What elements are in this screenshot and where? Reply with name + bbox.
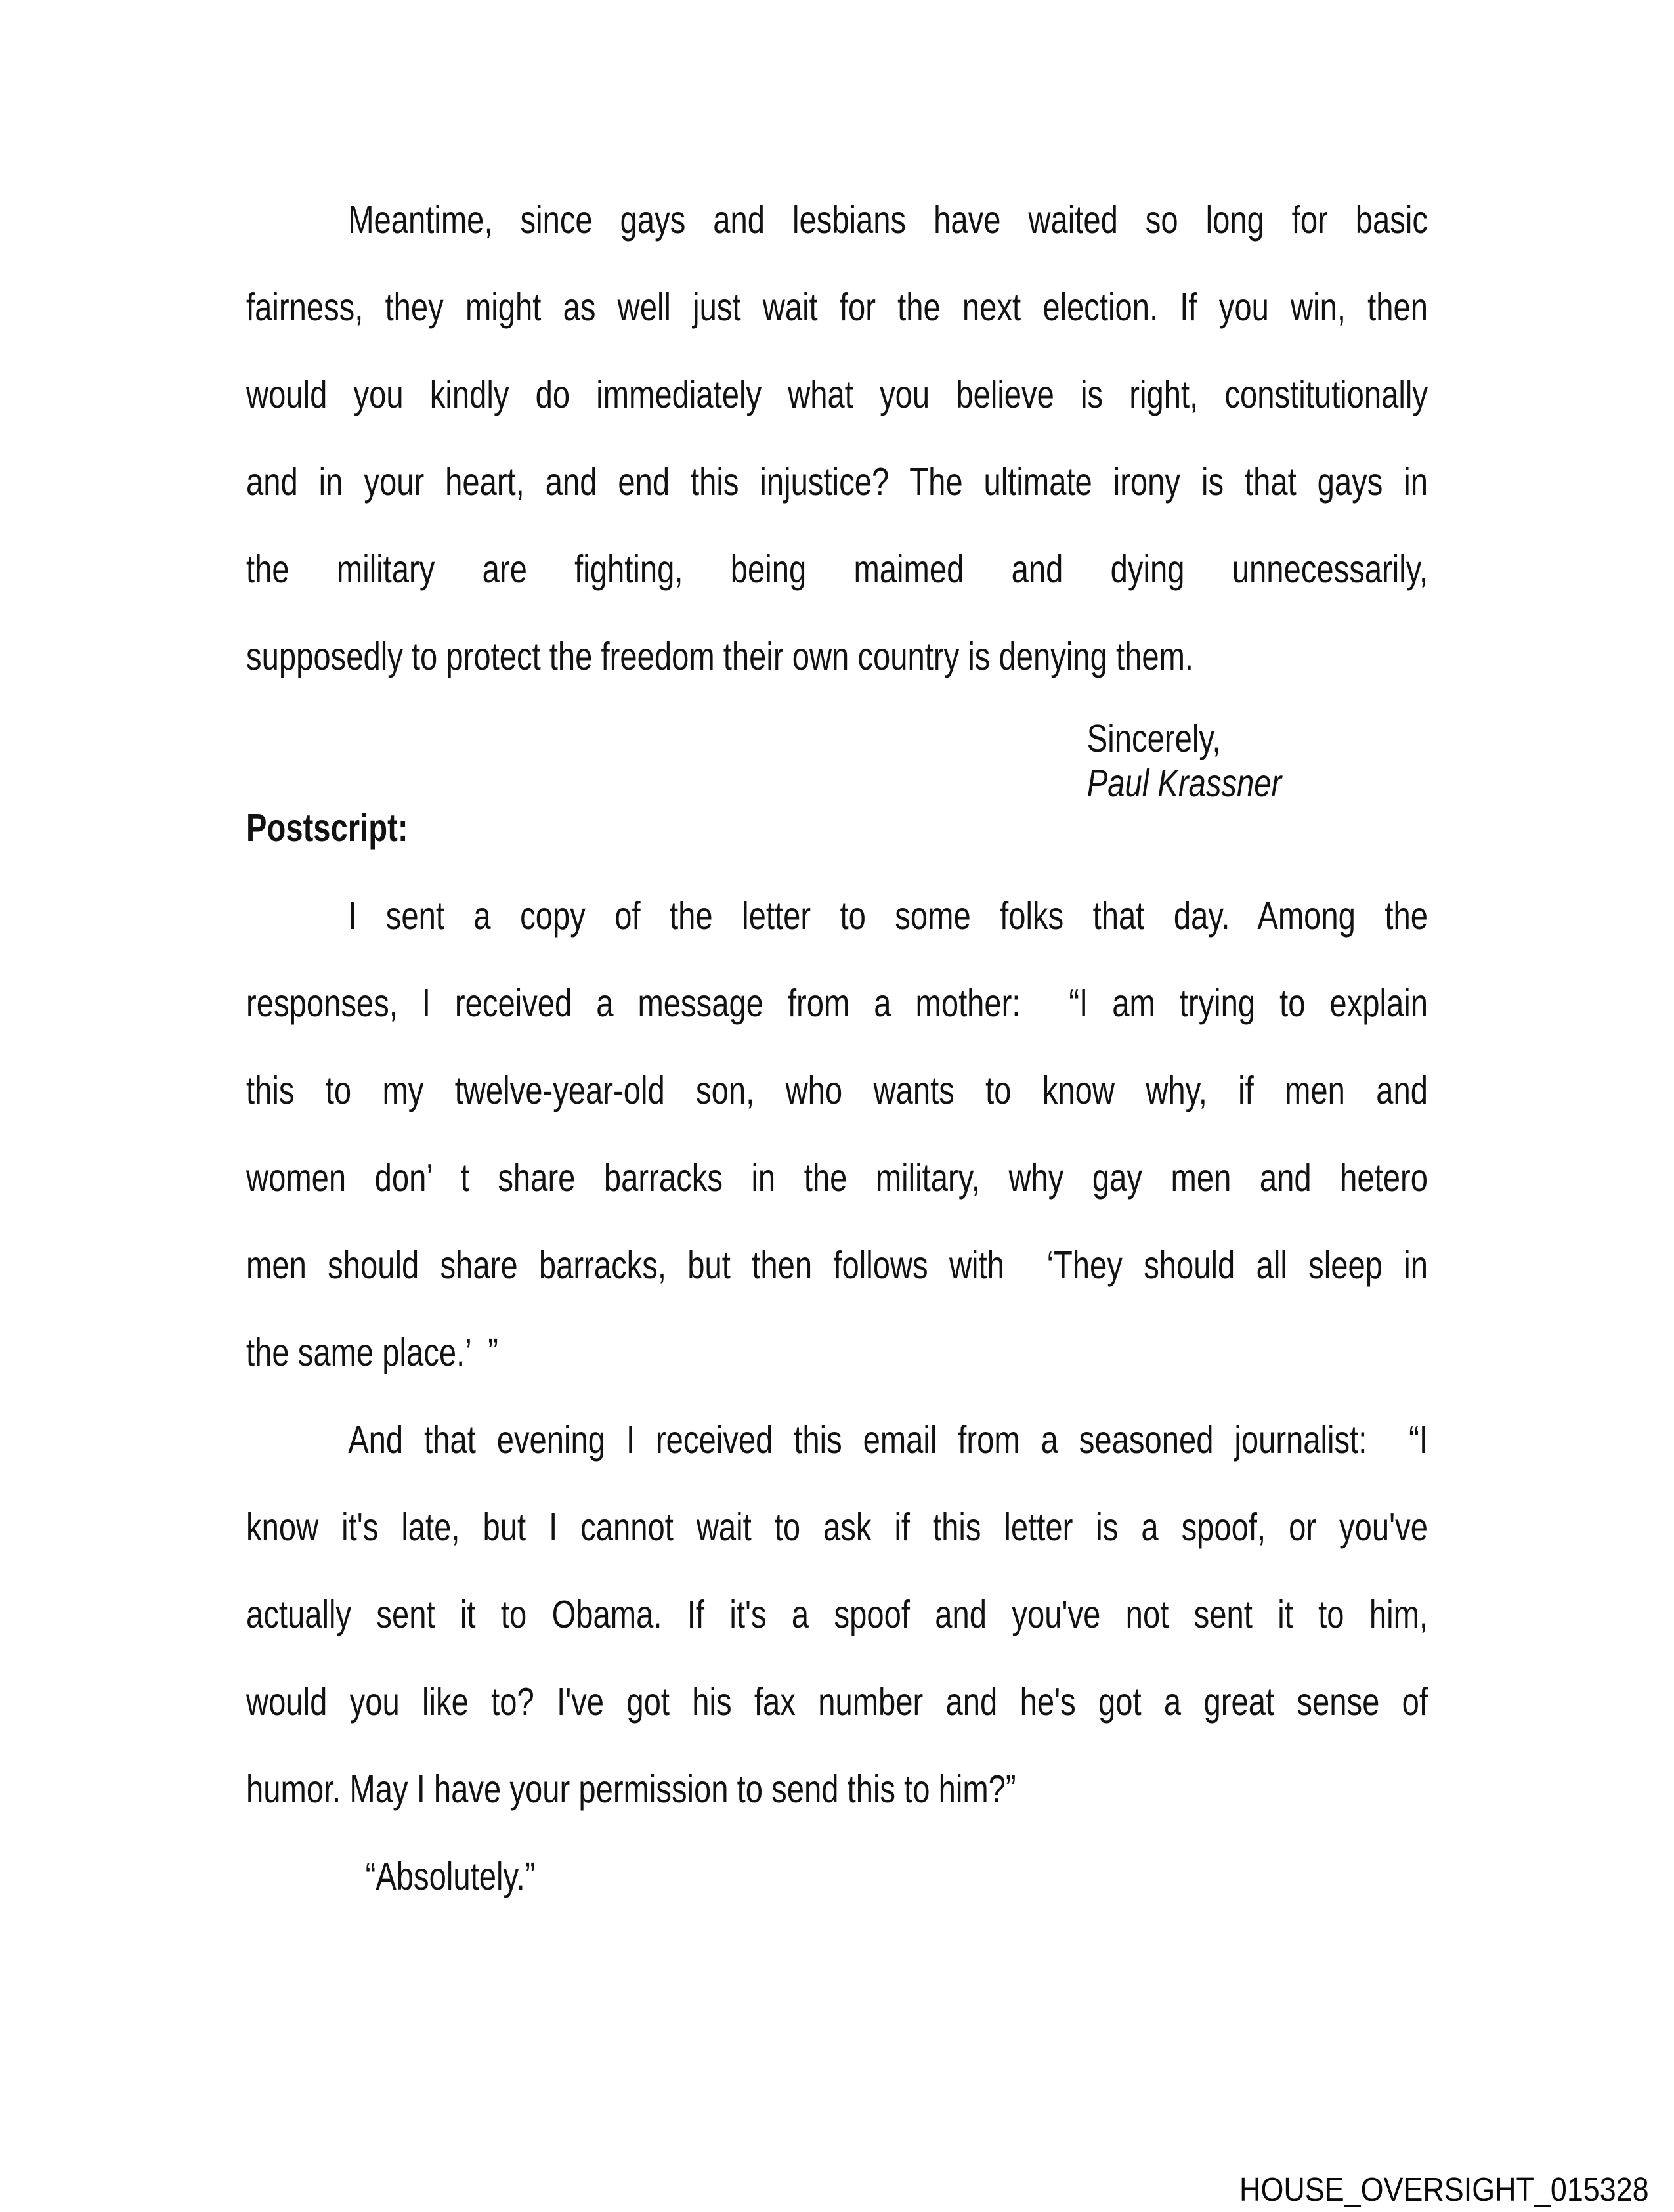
bates-number: HOUSE_OVERSIGHT_015328 (1239, 2171, 1649, 2208)
text-line: would you kindly do immediately what you believe is right, constitutionally (246, 373, 1428, 416)
text-line: and in your heart, and end this injustice? The ultimate irony is that gays in (246, 460, 1428, 504)
text-line: Meantime, since gays and lesbians have waited so long for basic (348, 198, 1428, 242)
letter-body (246, 177, 1428, 1920)
postscript-heading: Postscript: (246, 806, 408, 850)
signature-name: Paul Krassner (1086, 762, 1282, 805)
text-line: men should share barracks, but then follows with ‘They should all sleep in (246, 1244, 1428, 1287)
signature-closing: Sincerely, (1086, 717, 1221, 760)
paragraph-2 (246, 873, 1428, 1397)
text-line: the same place.’ ” (246, 1331, 498, 1374)
paragraph-1 (246, 177, 1428, 701)
text-line: And that evening I received this email from a seasoned journalist: “I (348, 1418, 1428, 1462)
text-line: women don’ t share barracks in the military, why gay men and hetero (246, 1156, 1428, 1200)
closing-quote-line: “Absolutely.” (365, 1855, 536, 1898)
text-line: supposedly to protect the freedom their own country is denying them. (246, 635, 1194, 678)
paragraph-3 (246, 1397, 1428, 1833)
text-line: I sent a copy of the letter to some folks that day. Among the (348, 894, 1428, 938)
text-line: actually sent it to Obama. If it's a spoof and you've not sent it to him, (246, 1593, 1428, 1636)
text-line: the military are fighting, being maimed and dying unnecessarily, (246, 548, 1428, 591)
text-line: know it's late, but I cannot wait to ask if this letter is a spoof, or you've (246, 1506, 1428, 1549)
text-line: would you like to? I've got his fax number and he's got a great sense of (246, 1680, 1428, 1724)
text-line: responses, I received a message from a mother: “I am trying to explain (246, 982, 1428, 1025)
text-line: humor. May I have your permission to send this to him?” (246, 1767, 1016, 1811)
text-line: this to my twelve-year-old son, who wants to know why, if men and (246, 1069, 1428, 1112)
signature-block (246, 716, 1428, 806)
text-line: fairness, they might as well just wait for the next election. If you win, then (246, 286, 1428, 329)
